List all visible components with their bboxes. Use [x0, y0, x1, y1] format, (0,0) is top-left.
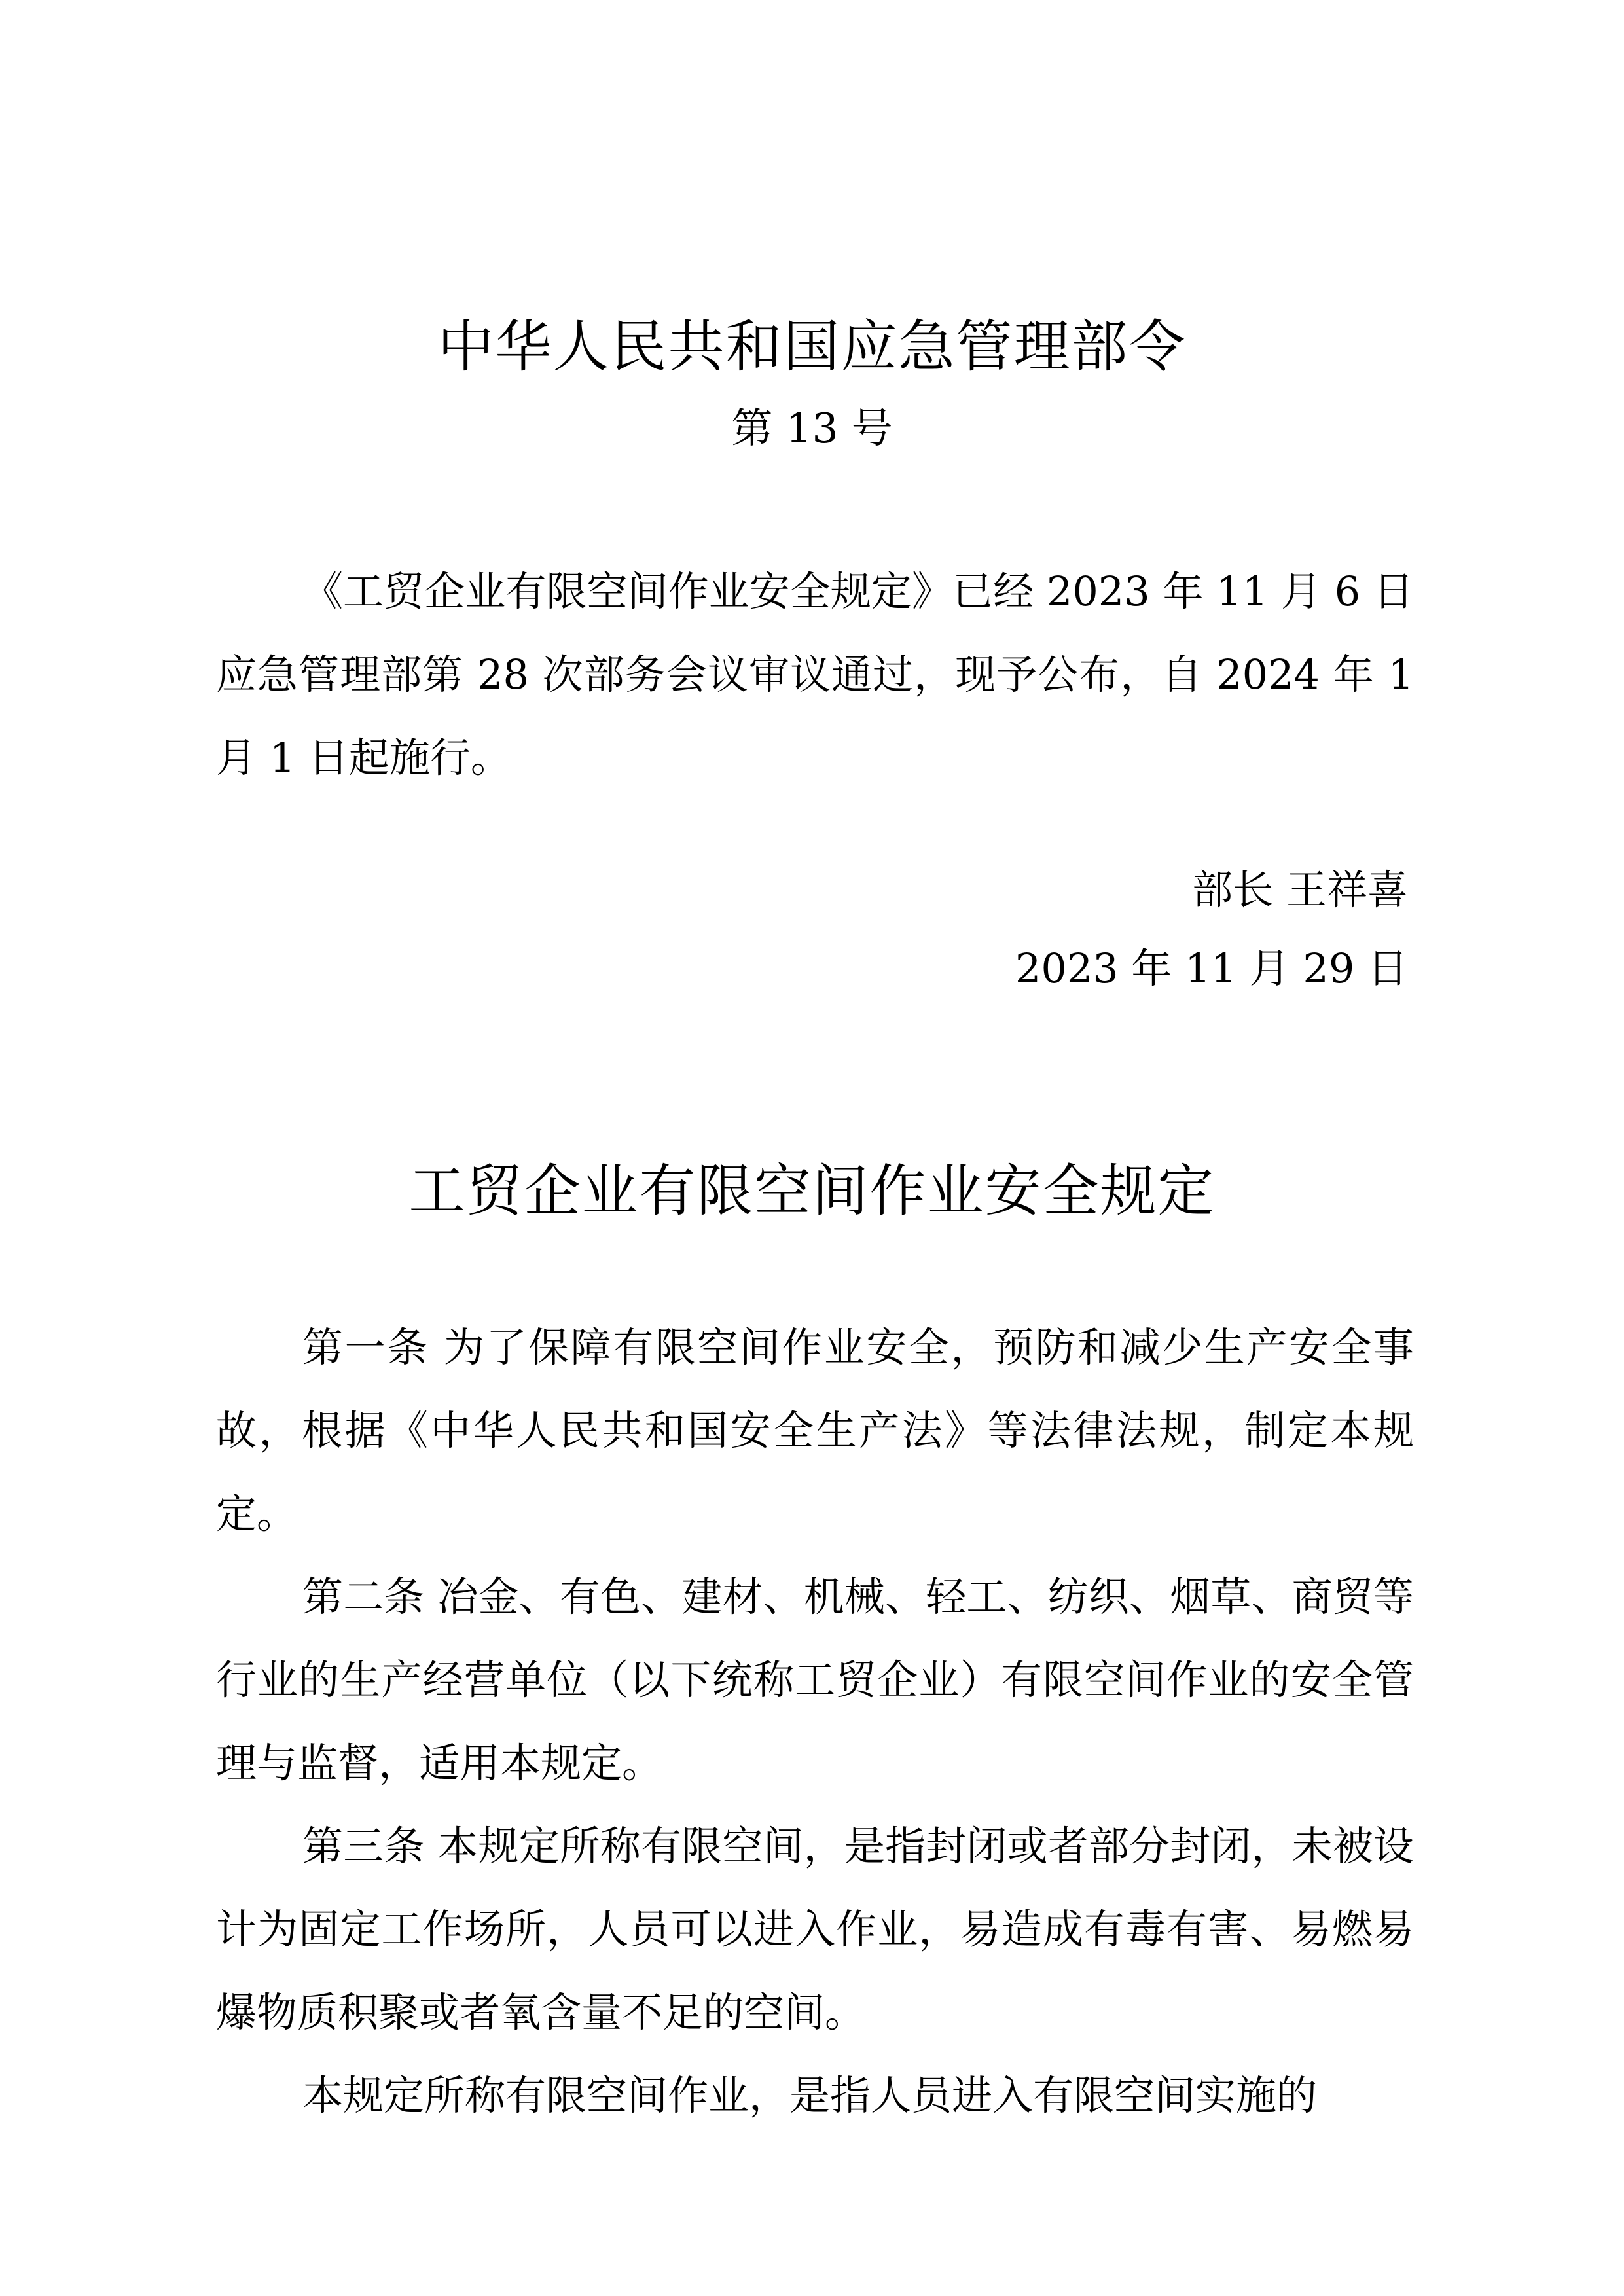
- announcement-paragraph: 《工贸企业有限空间作业安全规定》已经 2023 年 11 月 6 日应急管理部第 28 次部务会议审议通过，现予公布，自 2024 年 1 月 1 日起施行。: [216, 567, 1414, 781]
- article-1: 第一条 为了保障有限空间作业安全，预防和减少生产安全事故，根据《中华人民共和国安全生产法》等法律法规，制定本规定。: [216, 1323, 1414, 1537]
- order-number: 第 13 号: [731, 404, 893, 452]
- article-3: 第三条 本规定所称有限空间，是指封闭或者部分封闭，未被设计为固定工作场所，人员可以进入作业，易造成有毒有害、易燃易爆物质积聚或者氧含量不足的空间。: [216, 1822, 1414, 2036]
- article-2: 第二条 冶金、有色、建材、机械、轻工、纺织、烟草、商贸等行业的生产经营单位（以下统称工贸企业）有限空间作业的安全管理与监督，适用本规定。: [216, 1573, 1414, 1787]
- signature-date: 2023 年 11 月 29 日: [1015, 944, 1408, 992]
- article-3-definition: 本规定所称有限空间作业，是指人员进入有限空间实施的: [302, 2072, 1318, 2119]
- regulation-title: 工贸企业有限空间作业安全规定: [408, 1158, 1216, 1224]
- signer-line: 部长 王祥喜: [1192, 866, 1408, 914]
- order-title: 中华人民共和国应急管理部令: [437, 314, 1187, 380]
- announcement-block: [216, 550, 1414, 799]
- articles-block: [216, 1306, 1414, 2137]
